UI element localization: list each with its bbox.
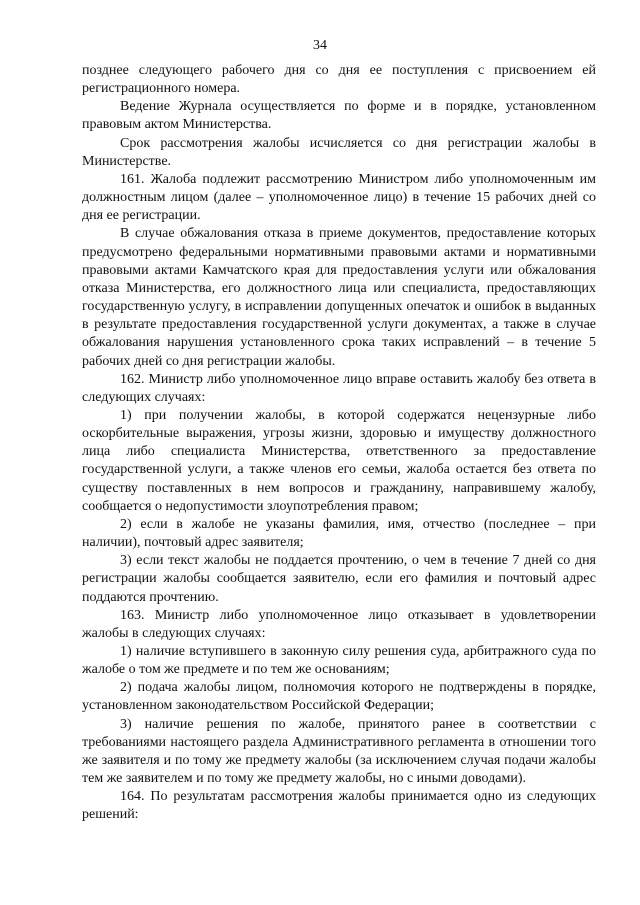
paragraph-10: 163. Министр либо уполномоченное лицо отказывает в удовлетворении жалобы в следующих случаях: [82,607,596,641]
paragraph-3: Срок рассмотрения жалобы исчисляется со дня регистрации жалобы в Министерстве. [82,135,596,169]
paragraph-12: 2) подача жалобы лицом, полномочия которого не подтверждены в порядке, установленном законодательством Российской Федерации; [82,680,596,714]
paragraph-5: В случае обжалования отказа в приеме документов, предоставление которых предусмотрено федеральными нормативными правовыми актами и нормативными правовыми актами Камчатского края для предоставления услуги или обжалования отказа Министерства, его должностного лица или специалиста, предоставляющих государственную услугу, в исправлении допущенных опечаток и ошибок в выданных в результате предоставления государственной услуги документах, а также в случае обжалования нарушения установленного срока таких исправлений – в течение 5 рабочих дней со дня регистрации жалобы. [82,226,596,369]
paragraph-2: Ведение Журнала осуществляется по форме и в порядке, установленном правовым актом Министерства. [82,99,596,133]
paragraph-8: 2) если в жалобе не указаны фамилия, имя, отчество (последнее – при наличии), почтовый адрес заявителя; [82,516,596,551]
paragraph-14: 164. По результатам рассмотрения жалобы принимается одно из следующих решений: [82,789,596,823]
paragraph-6: 162. Министр либо уполномоченное лицо вправе оставить жалобу без ответа в следующих случаях: [82,371,596,405]
paragraph-7: 1) при получении жалобы, в которой содержатся нецензурные либо оскорбительные выражения, угрозы жизни, здоровью и имуществу должностного лица либо специалиста Министерства, ответственного за предоставление государственной услуги, а также членов его семьи, жалоба остается без ответа по существу поставленных в нем вопросов и гражданину, направившему жалобу, сообщается о недопустимости злоупотребления правом; [82,407,596,514]
paragraph-9: 3) если текст жалобы не поддается прочтению, о чем в течение 7 дней со дня регистрации жалобы сообщается заявителю, если его фамилия и почтовый адрес поддаются прочтению. [82,553,596,605]
paragraph-4: 161. Жалоба подлежит рассмотрению Министром либо уполномоченным им должностным лицом (далее – уполномоченное лицо) в течение 15 рабочих дней со дня ее регистрации. [82,171,596,224]
paragraph-13: 3) наличие решения по жалобе, принятого ранее в соответствии с требованиями настоящего раздела Административного регламента в отношении того же заявителя и по тому же предмету жалобы (за исключением случая подачи жалобы тем же заявителем и по тому же предмету жалобы, но с иными доводами). [82,716,596,787]
page-number: 34 [313,38,327,53]
paragraph-1: позднее следующего рабочего дня со дня ее поступления с присвоением ей регистрационного номера. [82,63,596,97]
document-body [82,62,596,825]
paragraph-11: 1) наличие вступившего в законную силу решения суда, арбитражного суда по жалобе о том же предмете и по тем же основаниям; [82,644,596,678]
